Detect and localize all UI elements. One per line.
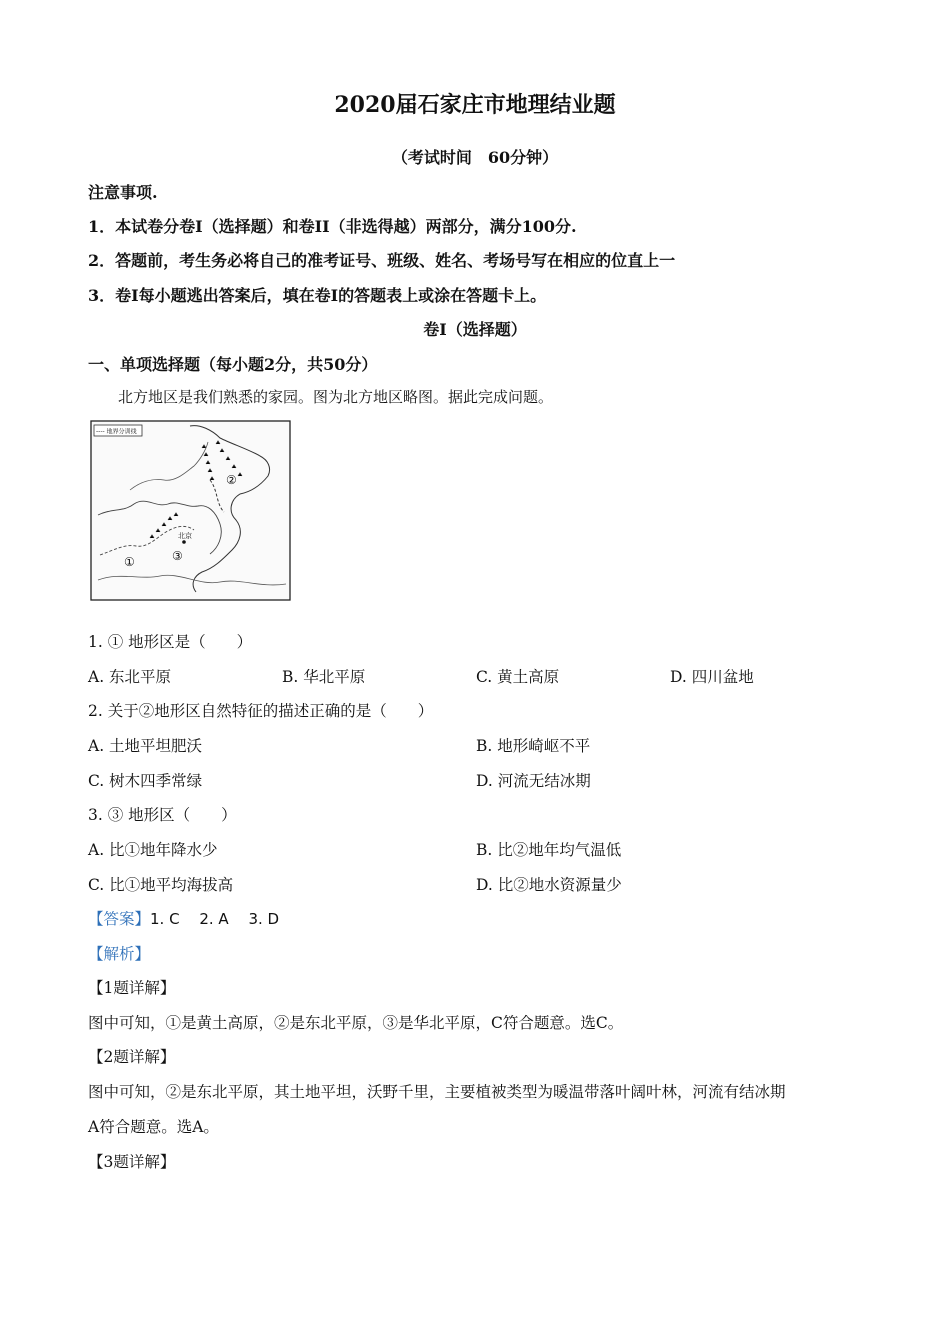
option-c: C. 黄土高原 (476, 668, 560, 686)
option-d: D. 四川盆地 (670, 668, 754, 686)
section-title: 卷Ⅰ（选择题） (423, 320, 527, 339)
map-label-2: ② (226, 473, 237, 487)
option-a: A. 土地平坦肥沃 (88, 737, 203, 755)
question-intro: 北方地区是我们熟悉的家园。图为北方地区略图。据此完成问题。 (118, 388, 554, 406)
option-c: C. 树木四季常绿 (88, 772, 203, 790)
notice-heading: 注意事项. (88, 183, 158, 202)
option-d: D. 河流无结冰期 (476, 772, 591, 790)
answer-label: 【答案】 (88, 910, 151, 928)
map-label-3: ③ (172, 549, 183, 563)
question-stem: 2. 关于②地形区自然特征的描述正确的是（ ） (88, 702, 434, 720)
detail-text: A符合题意。选A。 (88, 1118, 219, 1136)
option-b: B. 华北平原 (282, 668, 366, 686)
detail-heading: 【3题详解】 (88, 1153, 176, 1171)
answer-line (88, 907, 279, 929)
option-a: A. 东北平原 (88, 668, 172, 686)
analysis-label: 【解析】 (88, 945, 151, 963)
question-stem: 1. ① 地形区是（ ） (88, 633, 253, 651)
notice-item: 2．答题前，考生务必将自己的准考证号、班级、姓名、考场号写在相应的位直上一 (88, 251, 676, 270)
option-c: C. 比①地平均海拔高 (88, 876, 234, 894)
page-title: 2020届石家庄市地理结业题 (334, 92, 616, 118)
answer-text: 1. C 2. A 3. D (150, 910, 280, 928)
detail-text: 图中可知，①是黄土高原，②是东北平原，③是华北平原，C符合题意。选C。 (88, 1014, 624, 1032)
map-label-1: ① (124, 555, 135, 569)
exam-time: （考试时间 60分钟） (391, 148, 559, 167)
notice-item: 1．本试卷分卷Ⅰ（选择题）和卷II（非选得越）两部分，满分100分. (88, 217, 577, 236)
detail-heading: 【1题详解】 (88, 979, 176, 997)
map-label-beijing: 北京 (178, 532, 192, 540)
detail-text: 图中可知，②是东北平原，其土地平坦，沃野千里，主要植被类型为暖温带落叶阔叶林，河流有结冰期 (88, 1083, 786, 1101)
option-d: D. 比②地水资源量少 (476, 876, 622, 894)
option-b: B. 比②地年均气温低 (476, 841, 622, 859)
option-b: B. 地形崎岖不平 (476, 737, 591, 755)
notice-item: 3．卷Ⅰ每小题逃出答案后，填在卷Ⅰ的答题表上或涂在答题卡上。 (88, 286, 547, 305)
north-region-map (90, 420, 292, 602)
part-title: 一、单项选择题（每小题2分，共50分） (88, 355, 378, 374)
map-legend: ---- 地界分训线 (96, 428, 137, 436)
option-a: A. 比①地年降水少 (88, 841, 218, 859)
question-stem: 3. ③ 地形区（ ） (88, 806, 237, 824)
detail-heading: 【2题详解】 (88, 1048, 176, 1066)
